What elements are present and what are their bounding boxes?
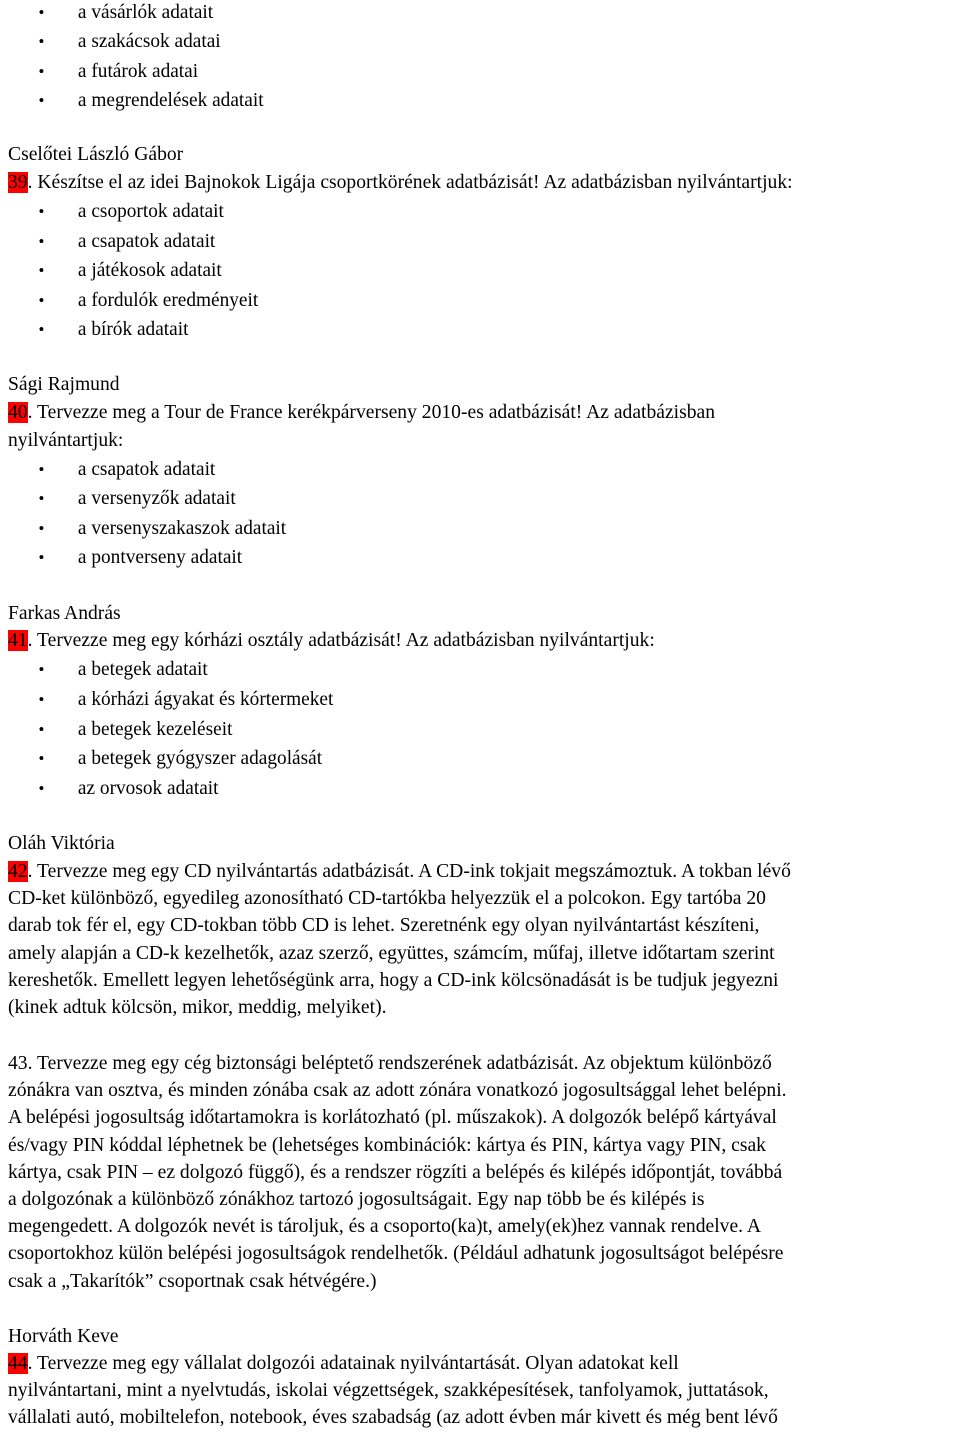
bullet-item-text: a betegek gyógyszer adagolását xyxy=(77,748,323,770)
bullet-icon: • xyxy=(38,749,45,769)
bullet-icon: • xyxy=(38,32,45,52)
author-name: Cselőtei László Gábor xyxy=(8,144,184,165)
bullet-item xyxy=(0,745,947,772)
bullet-item-text: a pontverseny adatait xyxy=(77,547,243,568)
bullet-item xyxy=(0,544,947,571)
paragraph-line: és/vagy PIN kóddal léphetnek be (lehetséges kombinációk: kártya és PIN, kártya vagy PIN, csak xyxy=(8,1134,766,1156)
bullet-item xyxy=(0,287,947,314)
bullet-item xyxy=(0,716,947,743)
bullet-item-text: a betegek kezeléseit xyxy=(77,718,233,740)
bullet-icon: • xyxy=(38,660,45,680)
paragraph-line: csak a „Takarítók” csoportnak csak hétvégére.) xyxy=(8,1270,377,1292)
bullet-icon: • xyxy=(38,3,45,22)
bullet-item-text: a betegek adatait xyxy=(77,659,208,681)
task-heading-line xyxy=(8,858,791,885)
paragraph-line: vállalati autó, mobiltelefon, notebook, éves szabadság (az adott évben már kivett és még bent lévő xyxy=(8,1407,778,1429)
paragraph-line: A belépési jogosultság időtartamokra is korlátozható (pl. műszakok). A dolgozók belépő kártyával xyxy=(8,1107,777,1129)
bullet-item-text: a csapatok adatait xyxy=(77,230,216,252)
task-heading-line xyxy=(8,627,655,654)
paragraph-line: CD-ket különböző, egyedileg azonosítható CD-tartókba helyezzük el a polcokon. Egy tartóba 20 xyxy=(8,888,766,910)
bullet-item-text: a kórházi ágyakat és kórtermeket xyxy=(77,689,334,710)
bullet-icon: • xyxy=(38,690,45,709)
bullet-item xyxy=(0,87,947,114)
task-heading-line xyxy=(8,169,793,196)
paragraph-line: nyilvántartani, mint a nyelvtudás, iskolai végzettségek, szakképesítések, tanfolyamok, juttatások, xyxy=(8,1380,769,1402)
bullet-item xyxy=(0,228,947,255)
task-heading-text: . Készítse el az idei Bajnokok Ligája csoportkörének adatbázisát! Az adatbázisban nyilvántartjuk: xyxy=(27,172,793,193)
bullet-icon: • xyxy=(38,719,45,739)
paragraph-line: darab tok fér el, egy CD-tokban több CD is lehet. Szeretnénk egy olyan nyilvántartást készíteni, xyxy=(8,915,760,937)
bullet-icon: • xyxy=(38,290,45,310)
task-heading-text: . Tervezze meg egy kórházi osztály adatbázisát! Az adatbázisban nyilvántartjuk: xyxy=(27,630,655,651)
author-name: Sági Rajmund xyxy=(8,374,120,395)
bullet-item-text: a versenyszakaszok adatait xyxy=(77,517,287,539)
bullet-item-text: a csoportok adatait xyxy=(77,201,224,223)
bullet-icon: • xyxy=(38,261,45,281)
bullet-item-text: a vásárlók adatait xyxy=(77,2,214,23)
bullet-item xyxy=(0,456,947,483)
task-number: 42 xyxy=(8,861,28,882)
bullet-icon: • xyxy=(38,231,45,251)
paragraph-line: zónákra van osztva, és minden zónába csak az adott zónára vonatkozó jogosultsággal lehet belépni. xyxy=(8,1080,787,1102)
bullet-icon: • xyxy=(38,778,45,798)
paragraph-line: kereshetők. Emellett legyen lehetőségünk arra, hogy a CD-ink kölcsönadását is be tudjuk jegyezni xyxy=(8,969,779,991)
paragraph-line: a dolgozónak a különböző zónákhoz tartozó jogosultságait. Egy nap több be és kilépés is xyxy=(8,1189,705,1210)
task-heading-text: . Tervezze meg egy vállalat dolgozói adatainak nyilvántartását. Olyan adatokat kell xyxy=(27,1353,679,1374)
task-heading-line xyxy=(8,399,715,426)
author-name: Oláh Viktória xyxy=(8,833,115,854)
bullet-item xyxy=(0,316,947,343)
bullet-icon: • xyxy=(38,202,45,222)
bullet-item xyxy=(0,485,947,512)
bullet-icon: • xyxy=(38,459,45,479)
task-heading-line xyxy=(8,1350,679,1377)
author-name: Horváth Keve xyxy=(8,1326,119,1347)
bullet-item xyxy=(0,515,947,542)
task-number: 44 xyxy=(8,1353,28,1374)
bullet-item xyxy=(0,775,947,802)
bullet-icon: • xyxy=(38,91,45,111)
paragraph-line: amely alapján a CD-k kezelhetők, azaz szerző, együttes, számcím, műfaj, illetve időtartam szerint xyxy=(8,942,775,964)
bullet-item-text: a csapatok adatait xyxy=(77,458,216,480)
bullet-item xyxy=(0,257,947,284)
author-name: Farkas András xyxy=(8,603,121,624)
bullet-item-text: a futárok adatai xyxy=(77,60,199,82)
bullet-item xyxy=(0,198,947,225)
bullet-item xyxy=(0,28,947,55)
bullet-item-text: a játékosok adatait xyxy=(77,260,222,282)
paragraph-line: kártya, csak PIN – ez dolgozó függő), és a rendszer rögzíti a belépés és kilépés időpontját, továbbá xyxy=(8,1161,783,1183)
task-number: 39 xyxy=(8,172,28,193)
paragraph-line: 43. Tervezze meg egy cég biztonsági beléptető rendszerének adatbázisát. Az objektum különböző xyxy=(8,1053,772,1074)
task-heading-text: . Tervezze meg a Tour de France kerékpárverseny 2010-es adatbázisát! Az adatbázisban xyxy=(27,402,716,423)
task-number: 41 xyxy=(8,630,28,651)
paragraph-line: megengedett. A dolgozók nevét is tároljuk, és a csoporto(ka)t, amely(ek)hez vannak rendelve. A xyxy=(8,1216,762,1238)
paragraph-line: csoportokhoz külön belépési jogosultságok rendelhetők. (Például adhatunk jogosultságot belépésre xyxy=(8,1243,784,1265)
bullet-icon: • xyxy=(38,320,45,339)
bullet-item-text: az orvosok adatait xyxy=(77,777,219,799)
paragraph-line: (kinek adtuk kölcsön, mikor, meddig, melyiket). xyxy=(8,997,387,1018)
bullet-item-text: a bírók adatait xyxy=(77,319,189,340)
bullet-item xyxy=(0,656,947,683)
bullet-icon: • xyxy=(38,518,45,538)
task-heading-text: . Tervezze meg egy CD nyilvántartás adatbázisát. A CD-ink tokjait megszámoztuk. A tokban lévő xyxy=(27,861,791,882)
bullet-item-text: a versenyzők adatait xyxy=(77,488,236,510)
bullet-item xyxy=(0,686,947,713)
bullet-item-text: a megrendelések adatait xyxy=(77,90,264,112)
bullet-icon: • xyxy=(38,548,45,567)
bullet-icon: • xyxy=(38,61,45,81)
bullet-item xyxy=(0,0,947,26)
task-number: 40 xyxy=(8,402,28,423)
bullet-item-text: a szakácsok adatai xyxy=(77,31,221,53)
bullet-item-text: a fordulók eredményeit xyxy=(77,289,259,311)
bullet-item xyxy=(0,58,947,85)
paragraph-line: nyilvántartjuk: xyxy=(8,430,124,451)
bullet-icon: • xyxy=(38,489,45,509)
